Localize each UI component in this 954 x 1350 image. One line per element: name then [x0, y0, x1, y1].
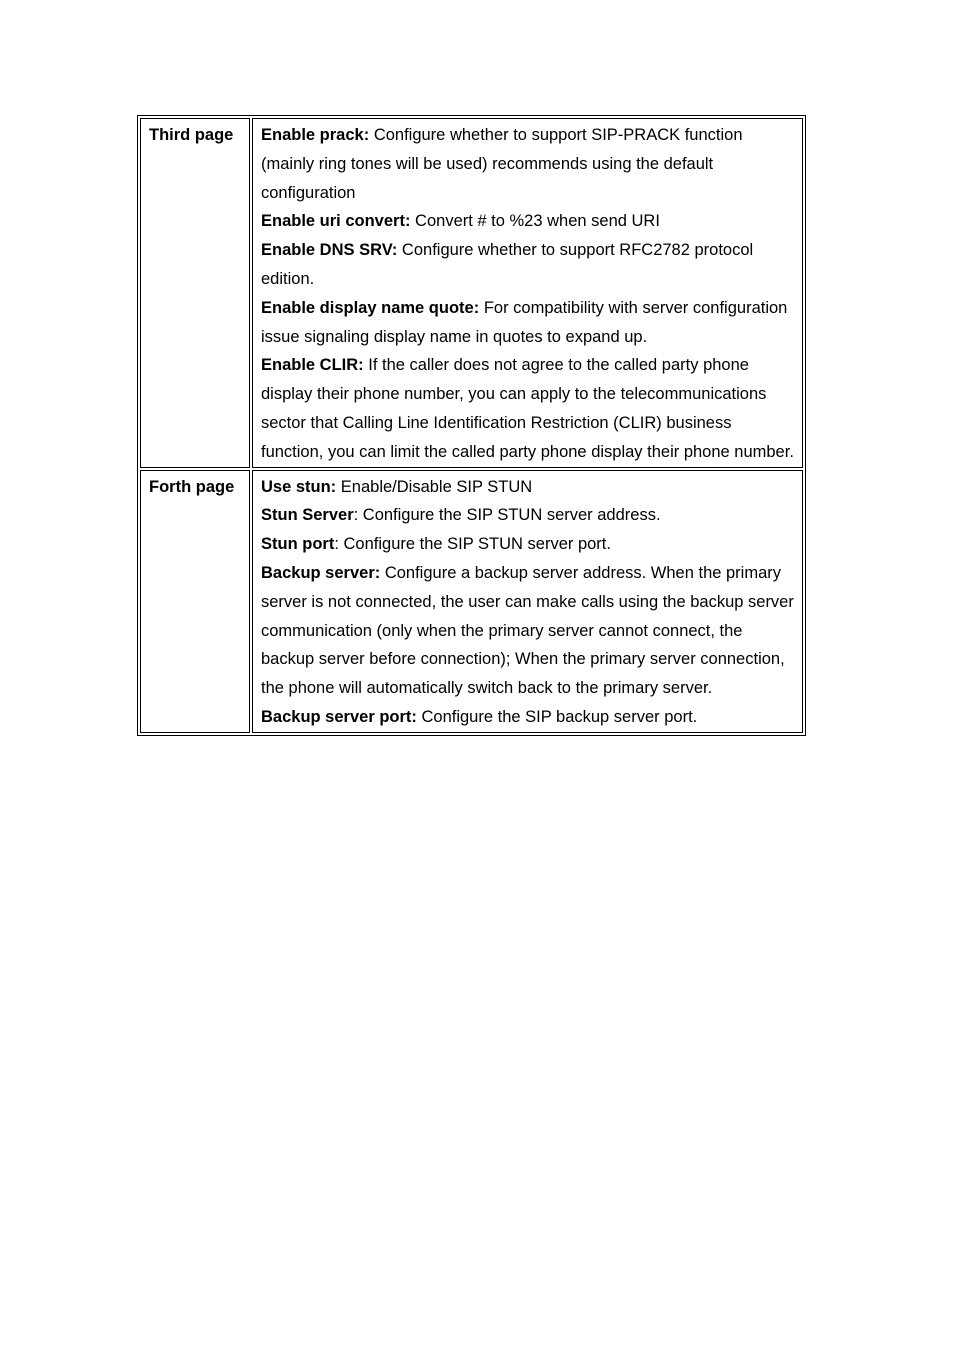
table-row-third-page	[140, 118, 803, 468]
entry-stun-server	[261, 501, 796, 530]
entry-enable-prack	[261, 121, 796, 207]
entry-term: Enable prack:	[261, 126, 370, 144]
row-description	[252, 118, 803, 468]
entry-desc: For compatibility with server configuration issue signaling display name in quotes to expand up.	[261, 298, 788, 346]
entry-desc: Configure a backup server address. When the primary server is not connected, the user can make calls using the backup server communication (only when the primary server cannot connect, the backup server before connection); When the primary server connection, the phone will automatically switch back to the primary server.	[261, 563, 794, 698]
row-label: Third page	[140, 118, 250, 468]
entry-enable-display-name-quote	[261, 294, 796, 352]
entry-enable-dns-srv	[261, 236, 796, 294]
table-row-forth-page	[140, 470, 803, 733]
entry-backup-server	[261, 559, 796, 703]
entry-term: Backup server:	[261, 563, 381, 582]
entry-term: Use stun:	[261, 477, 337, 496]
entry-term: Enable CLIR:	[261, 356, 364, 375]
entry-enable-uri-convert	[261, 207, 796, 236]
entry-desc: : Configure the SIP STUN server port.	[334, 535, 611, 554]
entry-desc: Configure the SIP backup server port.	[421, 707, 698, 726]
entry-desc: Configure whether to support SIP-PRACK function (mainly ring tones will be used) recommends using the default configuration	[261, 126, 743, 202]
entry-desc: If the caller does not agree to the called party phone display their phone number, you can apply to the telecommunications sector that Calling Line Identification Restriction (CLIR) business function, you can limit the called party phone display their phone number.	[261, 356, 794, 461]
settings-description-table	[137, 115, 806, 736]
entry-term: Enable uri convert:	[261, 212, 411, 231]
entry-term: Enable DNS SRV:	[261, 241, 398, 260]
entry-use-stun	[261, 473, 796, 502]
entry-desc: Configure whether to support RFC2782 protocol edition.	[261, 241, 754, 288]
entry-backup-server-port	[261, 703, 796, 732]
entry-desc: : Configure the SIP STUN server address.	[353, 506, 661, 525]
entry-term: Stun port	[261, 535, 335, 554]
entry-desc: Enable/Disable SIP STUN	[340, 477, 533, 496]
entry-enable-clir	[261, 351, 796, 466]
entry-desc: Convert # to %23 when send URI	[415, 212, 660, 231]
row-label: Forth page	[140, 470, 250, 733]
entry-stun-port	[261, 530, 796, 559]
entry-term: Backup server port:	[261, 707, 417, 726]
row-description	[252, 470, 803, 733]
entry-term: Stun Server	[261, 506, 354, 525]
entry-term: Enable display name quote:	[261, 298, 480, 317]
